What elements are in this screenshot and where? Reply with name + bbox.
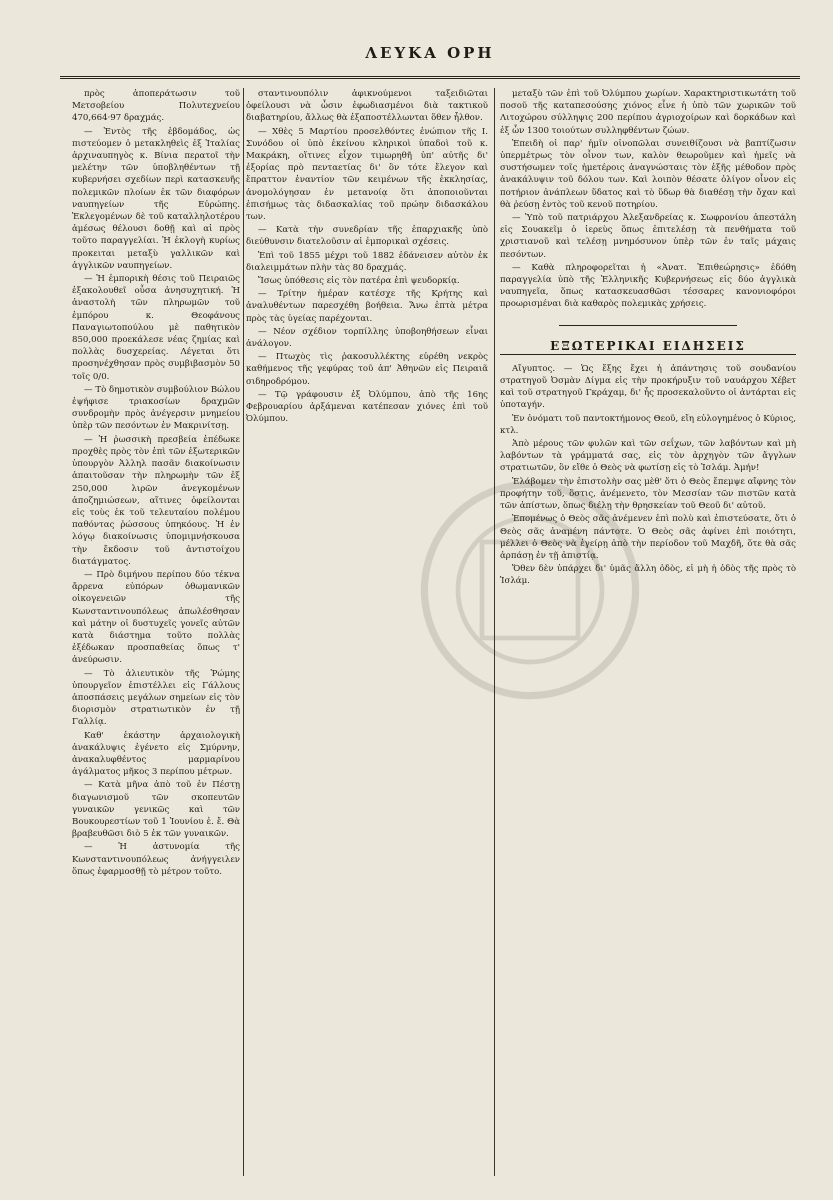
column-2 (246, 88, 488, 1178)
article-paragraph: — Τῷ γράφουσιν ἐξ Ὀλύμπου, ἀπὸ τῆς 16ης Φεβρουαρίου ἀρξάμεναι κατέπεσαν χιόνες ἐπὶ τοῦ Ὀλύμπου. (246, 389, 488, 425)
column-1 (72, 88, 240, 1178)
section-separator (559, 325, 737, 326)
article-paragraph: — Ἡ ῥωσσικὴ πρεσβεία ἐπέδωκε προχθὲς πρὸς τὸν ἐπὶ τῶν ἐξωτερικῶν ὑπουργὸν Ἀλληλ πασᾶν διακοίνωσιν ἀπαιτοῦσαν τὴν πληρωμὴν τῶν ἐξ 250,000 λιρῶν ἀνεγκομένων ἀποζημιώσεων, αἵτινες ὀφείλονται εἰς τοὺς ἐκ τοῦ τελευταίου πολέμου παθόντας ῥώσσους ὑπηκόους. Ἡ ἐν λόγῳ διακοίνωσις ὑπομιμνήσκουσα τὴν ἔκδοσιν τοῦ ἀντιστοίχου διατάγματος. (72, 434, 240, 567)
article-paragraph: — Τρίτην ἡμέραν κατέσχε τῆς Κρήτης καὶ ἀναλυθέντων παρεσχέθη βοήθεια. Ἄνω ἑπτὰ μέτρα πρὸς τὰς ὑγείας παρέχονται. (246, 289, 488, 324)
article-paragraph: — Τὸ ἀλιευτικὸν τῆς Ῥώμης ὑπουργεῖον ἐπιστέλλει εἰς Γάλλους ἀποσπάσεις μεγάλων σημείων εἰς τὸν διορισμὸν στρατιωτικὸν ἐν τῇ Γαλλίᾳ. (72, 668, 240, 728)
article-paragraph: — Χθὲς 5 Μαρτίου προσελθόντες ἐνώπιον τῆς Ι. Συνόδου οἱ ὑπὸ ἐκείνου κληρικοὶ ὑπαδοὶ τοῦ κ. Μακράκη, οἵτινες εἶχον τιμωρηθῆ ὑπ' αὐτῆς δι' ἐξορίας πρὸ πενταετίας δι' ὃν τότε ἔλεγον καὶ ἔπραττον ἐναντίον τῶν κειμένων τῆς ἐκκλησίας, ἀνομολόγησαν ἐν μετανοίᾳ ὅτι ἀποποιοῦνται ἐπισήμως τὰς διδασκαλίας τοῦ πρώην διδασκάλου των. (246, 126, 488, 223)
article-paragraph: Ἴσως ὑπόθεσις εἰς τὸν πατέρα ἐπὶ ψευδορκίᾳ. (258, 276, 460, 287)
article-paragraph: Ἐλάβομεν τὴν ἐπιστολὴν σας μὲθ' ὅτι ὁ Θεὸς ἔπεμψε αἴφνης τὸν προφήτην τοῦ, ὅστις, ἀνέμενετο, τὸν Μεσσίαν τῶν πιστῶν κατὰ τῶν ἀπίστων, ὅπως διέλῃ τὴν θρησκείαν τοῦ Θεοῦ δι' αὐτοῦ. (500, 476, 796, 512)
article-paragraph: — Ἡ ἀστυνομία τῆς Κωνσταντινουπόλεως ἀνήγγειλεν ὅπως ἐφαρμοσθῇ τὸ μέτρον τοῦτο. (72, 842, 240, 877)
article-paragraph: — Νέον σχέδιον τορπίλλης ὑποβοηθήσεων εἶναι ἀνάλογον. (246, 326, 488, 350)
column-divider (243, 88, 244, 1176)
article-paragraph: Ἐπομένως ὁ Θεὸς σᾶς ἀνέμενεν ἐπὶ πολὺ καὶ ἐπιστεύσατε, ὅτι ὁ Θεὸς σᾶς ἀναμένη πάντοτε. Ὁ Θεὸς σᾶς ἀφίνει ἐπὶ ποιότητι, μέλλει ὁ Θεὸς νὰ ἐγείρῃ ἀπὸ τὴν περίοδον τοῦ Μαχδῆ, ὅτε θὰ σᾶς ἀρπάσῃ ἐν τῇ ἀπιστίᾳ. (500, 514, 796, 561)
article-paragraph: — Ἐντὸς τῆς ἑβδομάδος, ὡς πιστεύομεν ὁ μετακληθεὶς ἐξ Ἰταλίας ἀρχιναυπηγὸς κ. Βίνια περατοῖ τὴν μελέτην τῶν ὑποβληθέντων τῇ κυβερνήσει σχεδίων περὶ κατασκευῆς πολεμικῶν πλοίων ἐκ τῶν διαφόρων ναυπηγείων τῆς Εὐρώπης. Ἐκλεγομένων δὲ τοῦ καταλληλοτέρου ἀμέσως θέλουσι δοθῇ καὶ αἱ πρὸς τοῦτο παραγγελίαι. Ἡ ἐκλογὴ κυρίως προκειται μεταξὺ γαλλικῶν καὶ ἀγγλικῶν ναυπηγείων. (72, 126, 240, 271)
article-paragraph: — Πρὸ διμήνου περίπου δύο τέκνα ἄρρενα εὐπόρων ὀθωμανικῶν οἰκογενειῶν τῆς Κωνσταντινουπόλεως ἀπωλέσθησαν καὶ μάτην οἱ δυστυχεῖς γονεῖς αὐτῶν κατὰ διάστημα τοῦτο πολλὰς ἐξέδωκαν προσπαθείας ὅπως τ' ἀνεύρωσιν. (72, 569, 240, 666)
section-title: ΕΞΩΤΕΡΙΚΑΙ ΕΙΔΗΣΕΙΣ (500, 340, 796, 355)
article-paragraph: Ἀπὸ μέρους τῶν φυλῶν καὶ τῶν σεΐχων, τῶν λαβόντων καὶ μὴ λαβόντων τὰ γράμματά σας, εἰς τὸν ἀρχηγὸν τῶν ἄγγλων στρατιωτῶν, ὃν εἴθε ὁ Θεὸς νὰ φωτίσῃ εἰς τὸ Ἰσλάμ. Ἀμήν! (500, 439, 796, 474)
article-paragraph: Ἐπὶ τοῦ 1855 μέχρι τοῦ 1882 ἐδάνεισεν αὐτὸν ἐκ διαλειμμάτων πλὴν τὰς 80 δραχμάς. (246, 250, 488, 273)
column-3 (500, 88, 796, 1178)
article-paragraph: Ἐν ὀνόματι τοῦ παντοκτήμονος Θεοῦ, εἴη εὐλογημένος ὁ Κύριος, κτλ. (500, 413, 796, 436)
page-header (60, 38, 800, 86)
article-paragraph: Καθ' ἑκάστην ἀρχαιολογικὴ ἀνακάλυψις ἐγένετο εἰς Σμύρνην, ἀνακαλυφθέντος μαρμαρίνου ἀγάλματος μῆκος 3 περίπου μέτρων. (72, 730, 240, 778)
article-paragraph: — Κατὰ μῆνα ἀπὸ τοῦ ἐν Πέστῃ διαγωνισμοῦ τῶν σκοπευτῶν γυναικῶν γενικῶς καὶ τῶν Βουκουρεστίων τοῦ 1 Ἰουνίου ἐ. ἔ. Θὰ βραβευθῶσι διὸ 5 ἐκ τῶν γυναικῶν. (72, 780, 240, 840)
article-paragraph: — Καθὰ πληροφορεῖται ἡ «Ἀνατ. Ἐπιθεώρησις» ἐδόθη παραγγελία ὑπὸ τῆς Ἑλληνικῆς Κυβερνήσεως εἰς δύο ἀγγλικὰ ναυπηγεῖα, ὅπως κατασκευασθῶσι τέσσαρες κανονιοφόροι προωρισμέναι διὰ καθαρὸς πολεμικὰς χρήσεις. (500, 262, 796, 310)
article-paragraph: Ὅθεν δὲν ὑπάρχει δι' ὑμᾶς ἄλλη ὁδὸς, εἰ μὴ ἡ ὁδὸς τῆς πρὸς τὸ Ἰσλάμ. (500, 564, 796, 587)
article-paragraph: — Πτωχὸς τὶς ῥακοσυλλέκτης εὑρέθη νεκρὸς καθήμενος τῆς γεφύρας τοῦ ἀπ' Ἀθηνῶν εἰς Πειραιᾶ σιδηροδρόμου. (246, 352, 488, 387)
article-paragraph: μεταξὺ τῶν ἐπὶ τοῦ Ὀλύμπου χωρίων. Χαρακτηριστικωτάτη τοῦ ποσοῦ τῆς καταπεσούσης χιόνος εἶνε ἡ ὑπὸ τῶν χωρικῶν τοῦ Λιτοχώρου σύλληψις 200 περίπου ἀγριοχοίρων καὶ δορκάδων καὶ ἐξ ὧν 1300 τοιούτων συλληφθέντων ζώων. (500, 89, 796, 136)
article-paragraph: — Κατὰ τὴν συνεδρίαν τῆς ἐπαρχιακῆς ὑπὸ διεύθυνσιν διατελοῦσιν αἱ ἐμπορικαὶ σχέσεις. (246, 225, 488, 248)
article-paragraph: Ἐπειδὴ οἱ παρ' ἡμῖν οἰνοπῶλαι συνειθίζουσι νὰ βαπτίζωσιν ὑπερμέτρως τὸν οἶνον των, καλὸν θεωροῦμεν καὶ ἡμεῖς νὰ συστήσωμεν τοῖς ἡμετέροις ἀναγνώσταις τὸν ἑξῆς μέθοδον πρὸς ἀνακάλυψιν τοῦ δόλου των. Καὶ λοιπὸν θέσατε ὀλίγον οἶνον εἰς ποτήριον ἀνάπλεων ὕδατος καὶ τὸ ὕδωρ θὰ διαθέσῃ τὴν ὄχαν καὶ θὰ ῥεύσῃ ἐντὸς τοῦ κενοῦ ποτηρίου. (500, 138, 796, 210)
article-paragraph: σταντινουπόλιν ἀφικνούμενοι ταξειδιῶται ὀφείλουσι νὰ ὦσιν ἐφωδιασμένοι διὰ τακτικοῦ διαβατηρίου, ἄλλως θὰ ἐξαποστέλλωνται ὅθεν ἦλθον. (246, 89, 488, 124)
header-rule (60, 76, 800, 79)
article-paragraph: Αἴγυπτος. — Ὡς ἔξης ἔχει ἡ ἀπάντησις τοῦ σουδανίου στρατηγοῦ Ὀσμὰν Δίγμα εἰς τὴν προκήρυξιν τοῦ ναυάρχου Χέβετ καὶ τοῦ στρατηγοῦ Γκράχαμ, δι' ἧς προσεκαλοῦντο οἱ ἀντάρται εἰς ὑποταγήν. (500, 363, 796, 411)
masthead-title: ΛΕΥΚΑ ΟΡΗ (365, 44, 495, 62)
article-paragraph: πρὸς ἀποπεράτωσιν τοῦ Μετσοβείου Πολυτεχνείου 470,664·97 δραχμάς. (72, 89, 240, 124)
article-paragraph: — Ἡ ἐμπορικὴ θέσις τοῦ Πειραιῶς ἐξακολουθεῖ οὖσα ἀνησυχητική. Ἡ ἀναστολὴ τῶν πληρωμῶν τοῦ ἐμπόρου κ. Θεοφάνους Παναγιωτοπούλου μὲ παθητικὸν 850,000 προεκάλεσε νέας ζημίας καὶ πολλὰς δυσχερείας. Λέγεται ὅτι προσηνέχθησαν πρὸς συμβιβασμὸν 50 τοῖς 0/0. (72, 274, 240, 382)
article-paragraph: — Τὸ δημοτικὸν συμβούλιον Βώλου ἐψήφισε τριακοσίων δραχμῶν συνδρομὴν πρὸς ἀνέγερσιν μνημείου ὑπὲρ τῶν πεσόντων ἐν Μακρινίτσῃ. (72, 384, 240, 432)
article-paragraph: — Ὑπὸ τοῦ πατριάρχου Ἀλεξανδρείας κ. Σωφρονίου ἀπεστάλη εἰς Σουακεῖμ ὁ ἱερεὺς ὅπως ἐπιτελέσῃ τὰ πενθήματα τοῦ χριστιανοῦ καὶ τελέσῃ μνημόσυνον ὑπὲρ τῶν ἐν ταῖς μάχαις πεσόντων. (500, 213, 796, 260)
